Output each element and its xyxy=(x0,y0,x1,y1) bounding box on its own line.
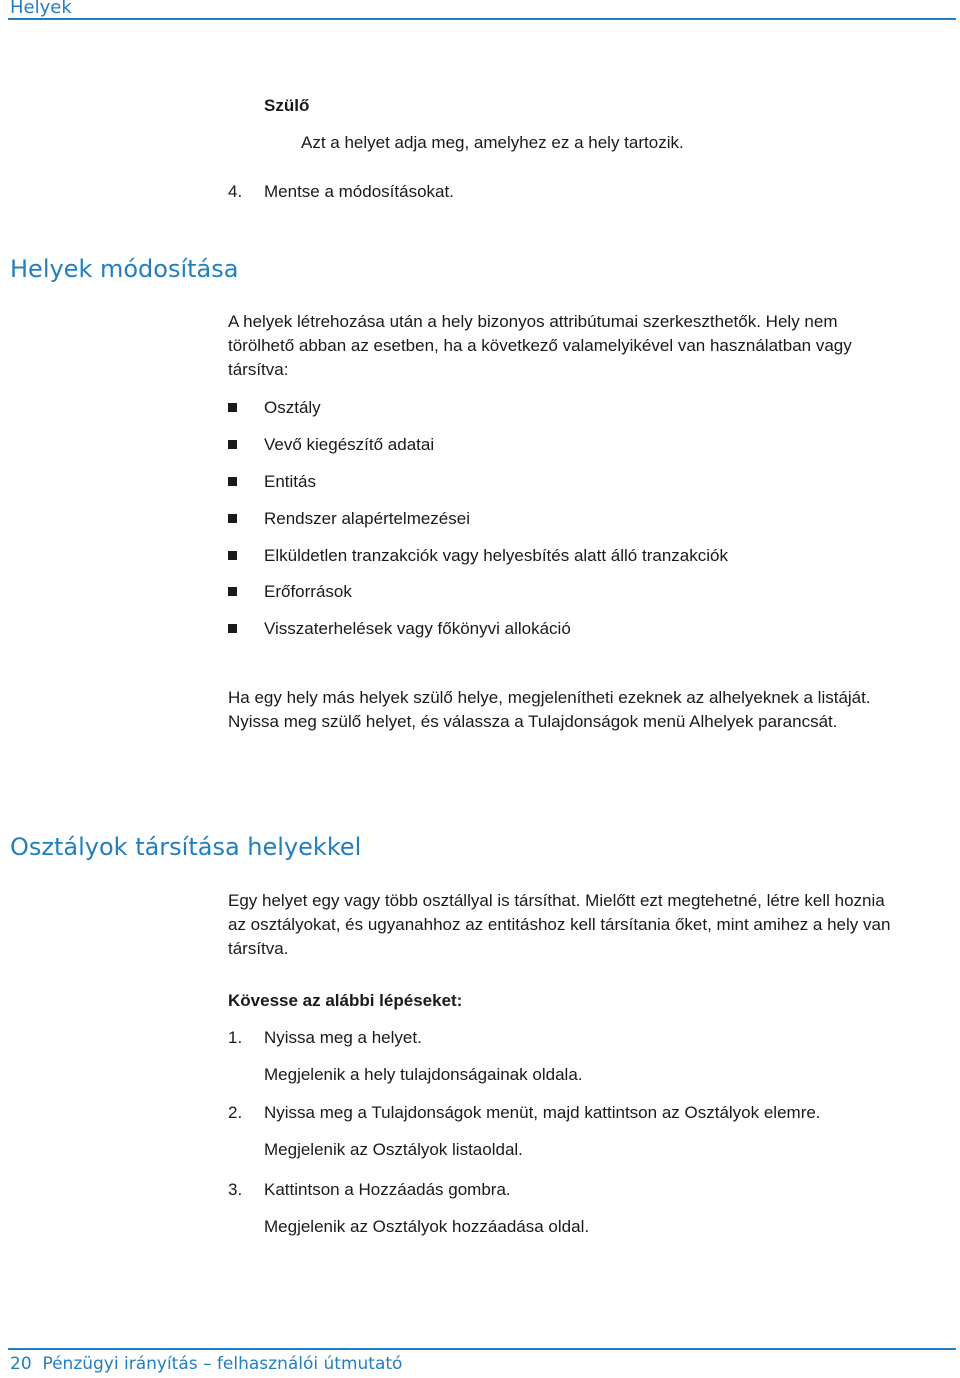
bullet-item: Rendszer alapértelmezései xyxy=(264,509,470,528)
sublocations-note xyxy=(228,686,871,734)
intro-line: társítva: xyxy=(228,360,289,379)
section2-intro xyxy=(228,889,890,961)
note-line: Nyissa meg szülő helyet, és válassza a Tulajdonságok menü Alhelyek parancsát. xyxy=(228,712,838,731)
step-text: Kattintson a Hozzáadás gombra. xyxy=(264,1180,511,1199)
bullet-square-icon xyxy=(228,477,237,486)
bullet-item: Erőforrások xyxy=(264,582,352,601)
running-header: Helyek xyxy=(10,0,72,18)
bullet-square-icon xyxy=(228,440,237,449)
section1-intro xyxy=(228,310,852,382)
bullet-square-icon xyxy=(228,551,237,560)
footer-rule xyxy=(8,1348,956,1350)
step-number: 2. xyxy=(228,1103,243,1122)
section-heading-assign-classes: Osztályok társítása helyekkel xyxy=(10,833,362,861)
bullet-square-icon xyxy=(228,403,237,412)
note-line: Ha egy hely más helyek szülő helye, megjelenítheti ezeknek az alhelyeknek a listáját. xyxy=(228,688,871,707)
step-number: 3. xyxy=(228,1180,243,1199)
steps-label: Kövesse az alábbi lépéseket: xyxy=(228,991,463,1010)
intro-line: társítva. xyxy=(228,939,289,958)
header-rule xyxy=(8,18,956,20)
intro-line: A helyek létrehozása után a hely bizonyos attribútumai szerkeszthetők. Hely nem xyxy=(228,312,838,331)
bullet-item: Vevő kiegészítő adatai xyxy=(264,435,435,454)
intro-line: törölhető abban az esetben, ha a következő valamelyikével van használatban vagy xyxy=(228,336,852,355)
step-text: Mentse a módosításokat. xyxy=(264,182,454,201)
bullet-item: Visszaterhelések vagy főkönyvi allokáció xyxy=(264,619,571,638)
step-text: Nyissa meg a Tulajdonságok menüt, majd kattintson az Osztályok elemre. xyxy=(264,1103,821,1122)
intro-line: Egy helyet egy vagy több osztállyal is társíthat. Mielőtt ezt megtehetné, létre kell hoznia xyxy=(228,891,885,910)
bullet-item: Elküldetlen tranzakciók vagy helyesbítés alatt álló tranzakciók xyxy=(264,546,728,565)
step-result: Megjelenik a hely tulajdonságainak oldala. xyxy=(264,1065,583,1084)
step-text: Nyissa meg a helyet. xyxy=(264,1028,422,1047)
step-result: Megjelenik az Osztályok listaoldal. xyxy=(264,1140,523,1159)
bullet-item: Entitás xyxy=(264,472,316,491)
intro-line: az osztályokat, és ugyanahhoz az entitáshoz kell társítania őket, mint amihez a hely van xyxy=(228,915,891,934)
term-parent-description: Azt a helyet adja meg, amelyhez ez a hely tartozik. xyxy=(301,133,684,152)
step-number: 1. xyxy=(228,1028,243,1047)
bullet-square-icon xyxy=(228,624,237,633)
bullet-square-icon xyxy=(228,514,237,523)
running-footer: 20 Pénzügyi irányítás – felhasználói útmutató xyxy=(10,1354,403,1374)
term-parent: Szülő xyxy=(264,96,310,115)
step-result: Megjelenik az Osztályok hozzáadása oldal. xyxy=(264,1217,590,1236)
bullet-square-icon xyxy=(228,587,237,596)
bullet-item: Osztály xyxy=(264,398,321,417)
step-number: 4. xyxy=(228,182,243,201)
section-heading-modify-locations: Helyek módosítása xyxy=(10,255,239,283)
